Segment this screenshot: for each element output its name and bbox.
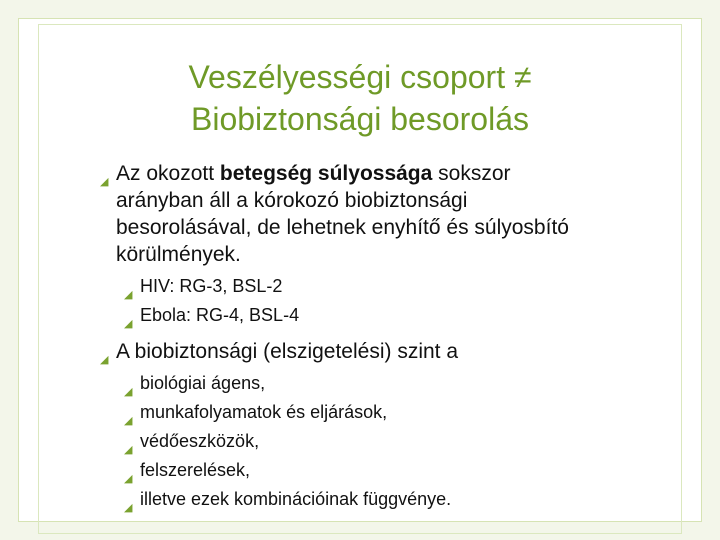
signal-bars-icon: ◢ (124, 289, 133, 301)
bullet-text: A biobiztonsági (elszigetelési) szint a (116, 340, 459, 363)
title-line-2: Biobiztonsági besorolás (191, 101, 529, 137)
sub-bullet-ebola (100, 301, 570, 330)
signal-bars-icon: ◢ (100, 176, 109, 188)
signal-bars-icon: ◢ (124, 415, 133, 427)
sub-bullet-text: illetve ezek kombinációinak függvénye. (140, 489, 452, 509)
signal-bars-icon: ◢ (100, 354, 109, 366)
bullet-text-post: sokszor arányban áll a kórokozó biobiztonsági besorolásával, de lehetnek enyhítő és súlyosbító körülmények. (116, 162, 569, 266)
sub-bullet-ppe (100, 427, 570, 456)
sub-bullet-equipment (100, 456, 570, 485)
slide-title (60, 56, 660, 140)
sub-bullet-text: védőeszközök, (140, 431, 260, 451)
signal-bars-icon: ◢ (124, 473, 133, 485)
bullet-severity (100, 160, 570, 268)
sub-bullet-agent (100, 369, 570, 398)
bullet-biosafety-level (100, 338, 570, 365)
sub-bullet-text: Ebola: RG-4, BSL-4 (140, 305, 300, 325)
sub-bullet-text: felszerelések, (140, 460, 251, 480)
signal-bars-icon: ◢ (124, 386, 133, 398)
slide-content (100, 160, 570, 514)
sub-bullet-combination (100, 485, 570, 514)
signal-bars-icon: ◢ (124, 444, 133, 456)
sub-bullet-text: biológiai ágens, (140, 373, 266, 393)
sub-bullet-text: HIV: RG-3, BSL-2 (140, 276, 283, 296)
sub-bullet-text: munkafolyamatok és eljárások, (140, 402, 388, 422)
title-line-1: Veszélyességi csoport ≠ (188, 59, 532, 95)
bullet-text-pre: Az okozott (116, 162, 220, 185)
signal-bars-icon: ◢ (124, 502, 133, 514)
bullet-text-bold: betegség súlyossága (219, 162, 433, 185)
signal-bars-icon: ◢ (124, 318, 133, 330)
sub-bullet-procedures (100, 398, 570, 427)
sub-bullet-hiv (100, 272, 570, 301)
